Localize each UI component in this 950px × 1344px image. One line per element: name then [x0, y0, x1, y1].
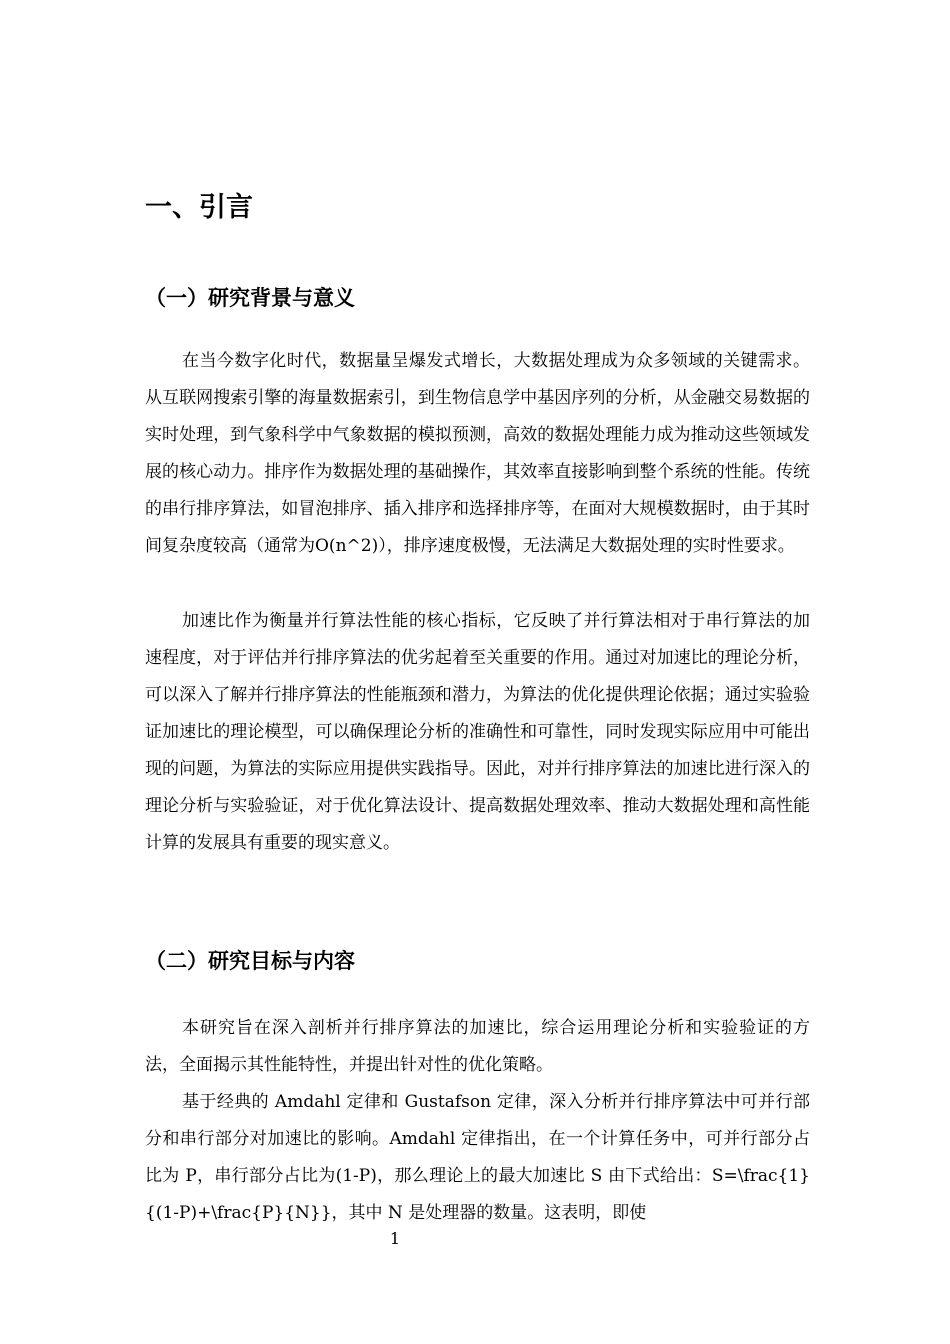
paragraph-background-1: 在当今数字化时代，数据量呈爆发式增长，大数据处理成为众多领域的关键需求。从互联网搜索引擎的海量数据索引，到生物信息学中基因序列的分析，从金融交易数据的实时处理，到气象科学中气象数据的模拟预测，高效的数据处理能力成为推动这些领域发展的核心动力。排序作为数据处理的基础操作，其效率直接影响到整个系统的性能。传统的串行排序算法，如冒泡排序、插入排序和选择排序等，在面对大规模数据时，由于其时间复杂度较高（通常为O(n^2)），排序速度极慢，无法满足大数据处理的实时性要求。 [145, 351, 810, 556]
paragraph-goals-1: 本研究旨在深入剖析并行排序算法的加速比，综合运用理论分析和实验验证的方法，全面揭示其性能特性，并提出针对性的优化策略。 [145, 1018, 810, 1075]
paragraph-background-2: 加速比作为衡量并行算法性能的核心指标，它反映了并行算法相对于串行算法的加速程度，对于评估并行排序算法的优劣起着至关重要的作用。通过对加速比的理论分析，可以深入了解并行排序算法的性能瓶颈和潜力，为算法的优化提供理论依据；通过实验验证加速比的理论模型，可以确保理论分析的准确性和可靠性，同时发现实际应用中可能出现的问题，为算法的实际应用提供实践指导。因此，对并行排序算法的加速比进行深入的理论分析与实验验证，对于优化算法设计、提高数据处理效率、推动大数据处理和高性能计算的发展具有重要的现实意义。 [145, 611, 810, 853]
paragraph-goals-2: 基于经典的 Amdahl 定律和 Gustafson 定律，深入分析并行排序算法中可并行部分和串行部分对加速比的影响。Amdahl 定律指出，在一个计算任务中，可并行部分占比为 P，串行部分占比为(1-P)，那么理论上的最大加速比 S 由下式给出：S=\frac{1}{(1-P)+\frac{P}{N}}，其中 N 是处理器的数量。这表明，即使 [145, 1092, 810, 1223]
page-number: 1 [389, 1229, 401, 1248]
section-heading-introduction: 一、引言 [145, 192, 253, 223]
subsection-heading-background: （一）研究背景与意义 [145, 286, 355, 310]
subsection-heading-goals: （二）研究目标与内容 [145, 949, 355, 973]
